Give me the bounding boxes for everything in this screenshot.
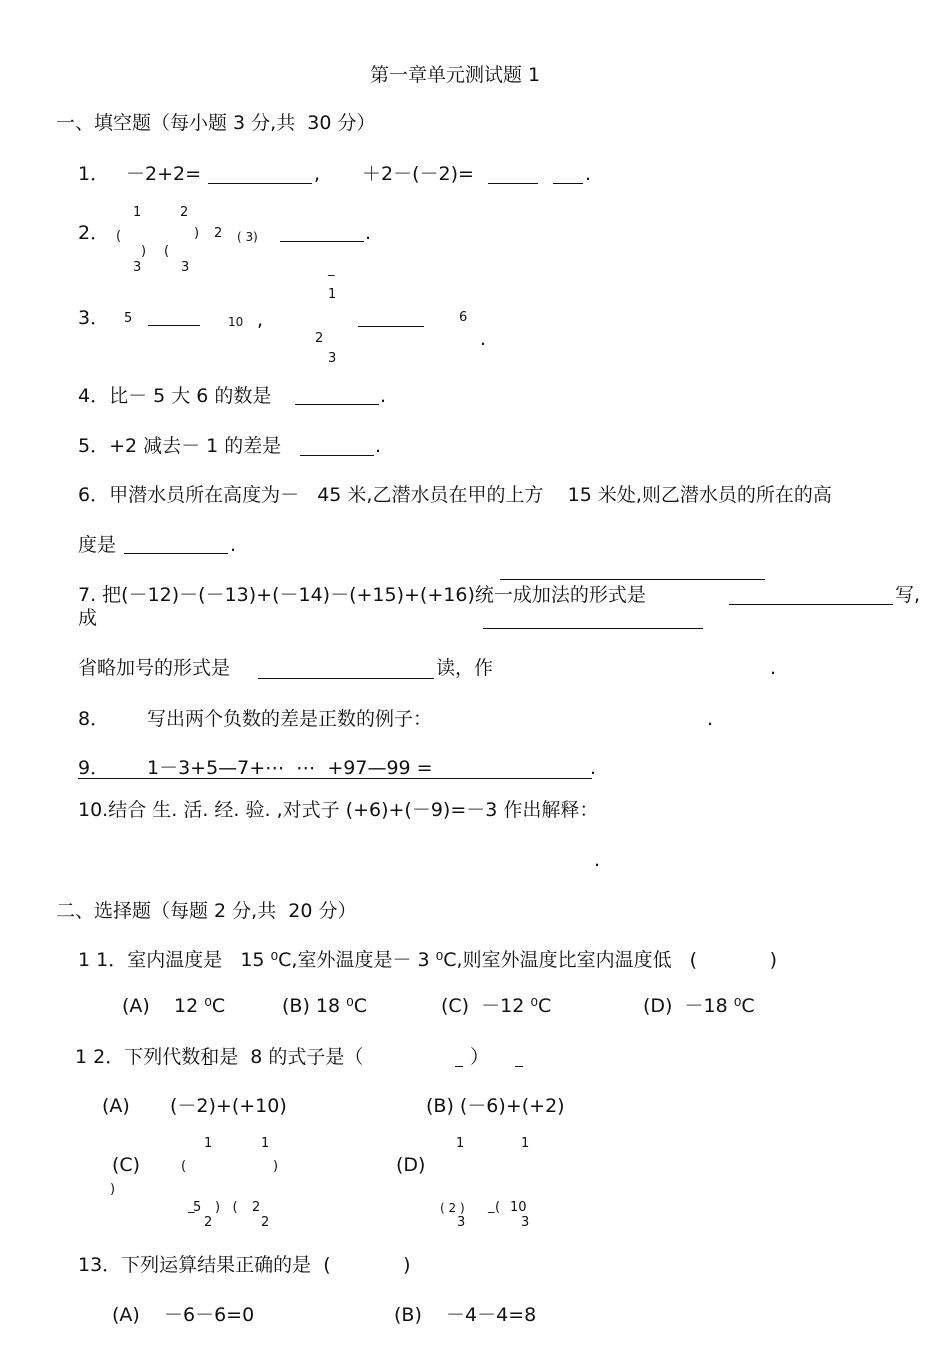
q12-d-numerator-2: 1: [521, 1136, 530, 1151]
q3-term-a: 5: [124, 311, 133, 326]
q3-numerator: 1: [328, 287, 337, 302]
q2-numerator-1: 1: [133, 205, 142, 220]
q13-option-a[interactable]: (A) －6－6=0: [112, 1304, 255, 1326]
q2-term-3: ( 3): [237, 230, 258, 244]
q11-option-c[interactable]: (C) －12 ⁰C: [441, 995, 552, 1017]
q12-d-denominator-2: 3: [521, 1215, 530, 1230]
q11-option-d[interactable]: (D) －18 ⁰C: [643, 995, 755, 1017]
q8-end: .: [707, 708, 714, 730]
q5-text: 5．+2 减去－ 1 的差是: [78, 435, 282, 457]
q7-line-2: 省略加号的形式是: [78, 657, 231, 679]
q2-paren-1: (: [116, 229, 122, 244]
q1-answer-blank-c[interactable]: [553, 183, 583, 184]
q4-end: .: [380, 385, 387, 407]
q7-cheng: 成: [78, 607, 98, 629]
q12-d-minus: _: [488, 1199, 495, 1214]
q12-option-d-label[interactable]: (D): [396, 1154, 426, 1176]
q2-answer-blank[interactable]: [280, 241, 364, 242]
q4-answer-blank[interactable]: [295, 404, 379, 405]
q2-numerator-2: 2: [180, 205, 189, 220]
q3-term-c: 6: [459, 310, 468, 325]
q7-answer-blank-b[interactable]: [258, 678, 434, 679]
q1-answer-blank-a[interactable]: [208, 183, 312, 184]
q9-end: .: [590, 757, 597, 779]
q3-comma: ,: [257, 309, 264, 331]
q3-end: .: [480, 328, 487, 350]
q11-option-a[interactable]: (A) 12 ⁰C: [122, 995, 226, 1017]
q12-d-middle: (: [495, 1200, 501, 1215]
q5-end: .: [375, 435, 382, 457]
q12-d-denominator-1: 3: [457, 1215, 466, 1230]
q3-whole: 2: [315, 331, 324, 346]
q12-d-term-1: ( 2 ): [440, 1201, 465, 1215]
q1-comma: ,: [314, 163, 321, 185]
q11-option-b[interactable]: (B) 18 ⁰C: [282, 995, 367, 1017]
q7-mid-rule: [483, 628, 703, 629]
q2-paren-3: ): [141, 244, 147, 259]
q2-denominator-2: 3: [181, 260, 190, 275]
q2-number: 2．: [78, 222, 110, 244]
q6-end: .: [230, 534, 237, 556]
q7-line-1: 7. 把(－12)－(－13)+(－14)－(+15)+(+16)统一成加法的形式是: [78, 584, 646, 606]
q2-paren-2: ): [194, 226, 200, 241]
q12-d-term-2: 10: [510, 1200, 527, 1215]
q1-expression-a: －2+2=: [126, 163, 202, 185]
q12-mark-b: [455, 1066, 463, 1067]
q8-text: 写出两个负数的差是正数的例子：: [147, 708, 433, 730]
q12-c-term-1: 5: [193, 1200, 202, 1215]
q3-denominator: 3: [328, 351, 337, 366]
q12-c-middle: ) (: [215, 1200, 238, 1215]
q2-end: .: [365, 222, 372, 244]
q9-answer-underline[interactable]: [78, 778, 592, 779]
q2-exponent: 2: [214, 226, 223, 241]
q11-text: 1 1．室内温度是 15 ⁰C,室外温度是－ 3 ⁰C,则室外温度比室内温度低 ( ): [78, 949, 777, 971]
q9-text: 1－3+5—7+⋯ ⋯ +97—99 =: [147, 757, 433, 779]
q10-end: .: [594, 849, 601, 871]
q1-expression-b: ＋2－(－2)=: [362, 163, 474, 185]
q12-option-b[interactable]: (B) (－6)+(+2): [426, 1095, 565, 1117]
q9-number: 9．: [78, 757, 110, 779]
q7-write: 写,: [895, 584, 921, 606]
q12-c-numerator-1: 1: [204, 1136, 213, 1151]
q12-c-denominator-2: 2: [261, 1215, 270, 1230]
q4-text: 4．比－ 5 大 6 的数是: [78, 385, 272, 407]
q12-c-denominator-1: 2: [204, 1215, 213, 1230]
page-title: 第一章单元测试题 1: [370, 64, 541, 86]
q3-answer-blank-b[interactable]: [358, 326, 424, 327]
q12-mark-a: [204, 1064, 212, 1065]
q12-mark-c: [515, 1066, 523, 1067]
q8-number: 8．: [78, 708, 110, 730]
q2-denominator-1: 3: [133, 260, 142, 275]
q7-top-rule: [500, 579, 765, 580]
q12-option-a-expression: (－2)+(+10): [170, 1095, 287, 1117]
q2-paren-4: (: [164, 244, 170, 259]
q3-number: 3．: [78, 307, 110, 329]
q6-answer-blank[interactable]: [124, 553, 228, 554]
section2-heading: 二、选择题（每题 2 分,共 20 分）: [56, 900, 357, 922]
q12-c-rparen: ): [273, 1159, 279, 1174]
q12-option-a-label[interactable]: (A): [102, 1095, 130, 1117]
q3-answer-blank-a[interactable]: [148, 325, 200, 326]
q10-text: 10.结合 生. 活. 经. 验. ,对式子 (+6)+(－9)=－3 作出解释：: [78, 799, 599, 821]
q13-text: 13．下列运算结果正确的是 ( ): [78, 1254, 411, 1276]
q1-number: 1．: [78, 163, 110, 185]
q12-option-c-paren: ): [110, 1182, 116, 1197]
q12-c-numerator-2: 1: [261, 1136, 270, 1151]
q6-line-1: 6．甲潜水员所在高度为－ 45 米,乙潜水员在甲的上方 15 米处,则乙潜水员的所在的高: [78, 484, 832, 506]
q7-read: 读，作: [436, 657, 494, 679]
q1-end: .: [585, 163, 592, 185]
q6-line-2: 度是: [78, 534, 117, 556]
q12-d-numerator-1: 1: [456, 1136, 465, 1151]
q7-end: .: [770, 657, 777, 679]
q12-close: ）: [470, 1046, 490, 1068]
q7-answer-blank-a[interactable]: [729, 604, 893, 605]
q13-option-b[interactable]: (B) －4－4=8: [394, 1304, 537, 1326]
q12-c-term-2: 2: [252, 1200, 261, 1215]
q12-option-c-label[interactable]: (C): [112, 1154, 141, 1176]
q12-text: 1 2．下列代数和是 8 的式子是（: [75, 1046, 364, 1068]
q5-answer-blank[interactable]: [300, 455, 374, 456]
section1-heading: 一、填空题（每小题 3 分,共 30 分）: [56, 112, 376, 134]
q12-c-minus: _: [188, 1199, 195, 1214]
q3-term-b: 10: [228, 315, 244, 329]
q1-answer-blank-b[interactable]: [488, 183, 538, 184]
q12-c-lparen: (: [181, 1159, 187, 1174]
q3-minus: _: [328, 262, 335, 277]
